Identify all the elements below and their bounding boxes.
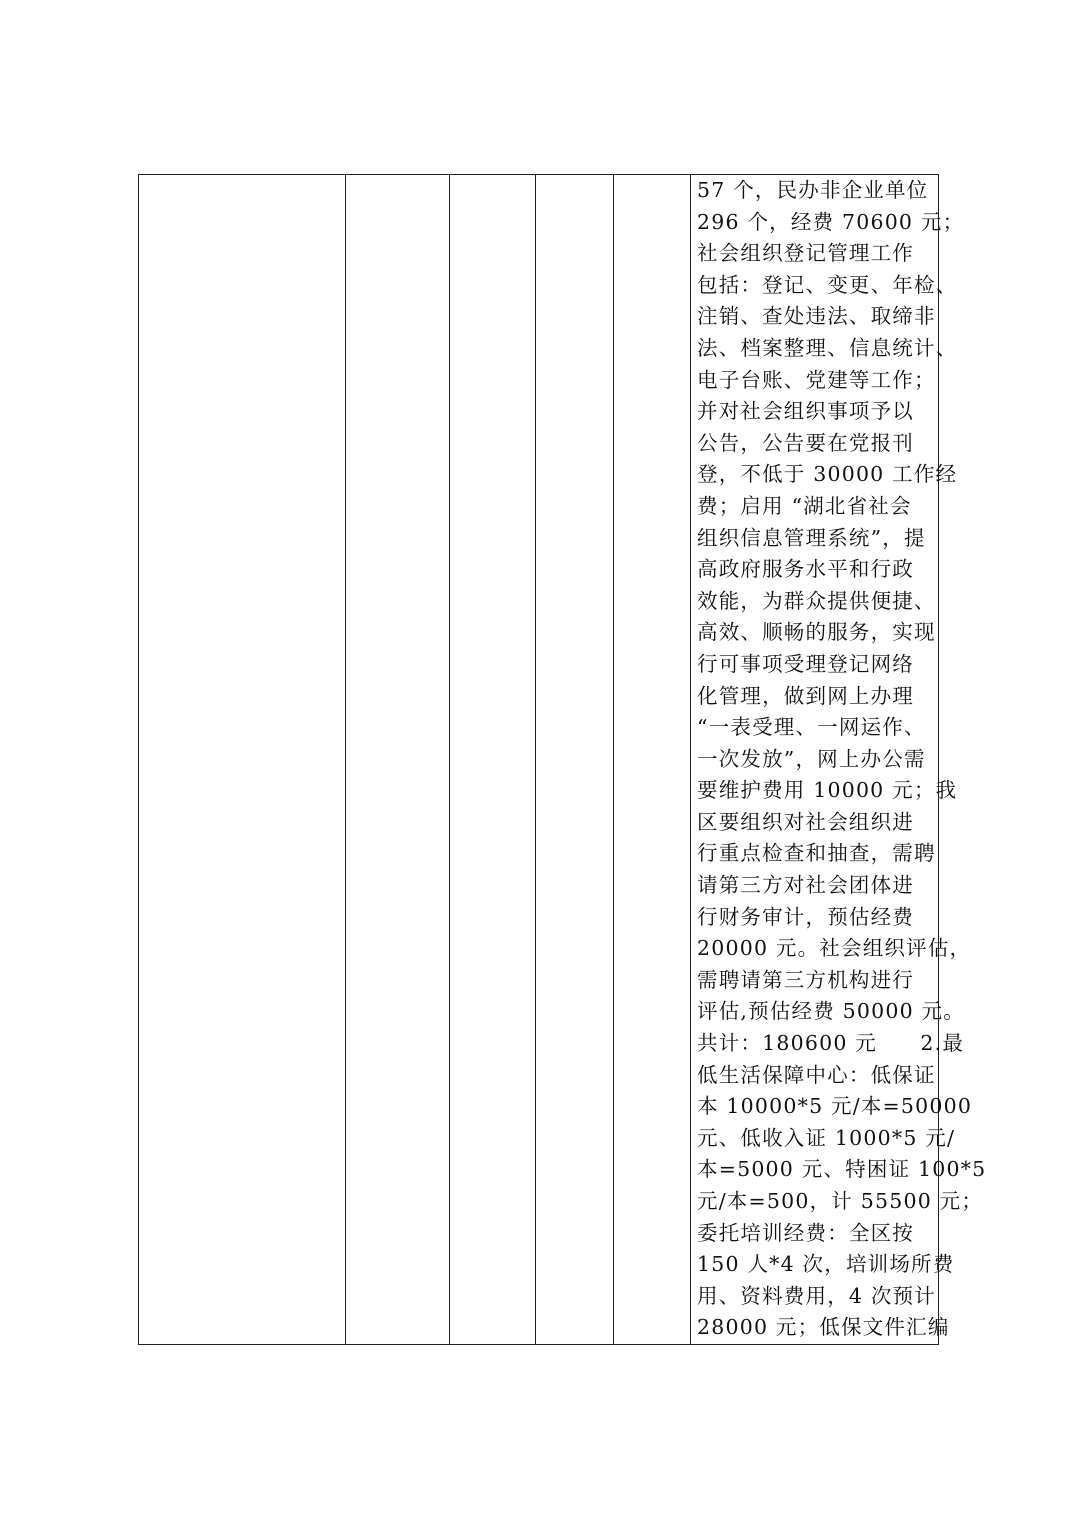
description-line: 20000 元。社会组织评估， [697, 936, 972, 961]
description-line: 高政府服务水平和行政 [697, 557, 914, 582]
description-line: 公告，公告要在党报刊 [697, 430, 914, 455]
description-line: 共计：180600 元 2.最 [697, 1031, 965, 1056]
table-row [139, 175, 939, 1345]
description-line: 本=5000 元、特困证 100*5 [697, 1157, 987, 1182]
description-line: 登，不低于 30000 工作经 [697, 462, 958, 487]
description-line: 用、资料费用，4 次预计 [697, 1283, 936, 1308]
description-line: 本 10000*5 元/本=50000 [697, 1094, 973, 1119]
description-line: 28000 元；低保文件汇编 [697, 1315, 950, 1340]
description-line: 元、低收入证 1000*5 元/ [697, 1125, 956, 1150]
description-line: 并对社会组织事项予以 [697, 399, 914, 424]
description-line: 区要组织对社会组织进 [697, 809, 914, 834]
description-line: 行财务审计，预估经费 [697, 904, 914, 929]
description-line: 包括：登记、变更、年检、 [697, 272, 958, 297]
table-cell-5 [614, 175, 691, 1345]
table-cell-1 [139, 175, 346, 1345]
description-line: 电子台账、党建等工作； [697, 367, 936, 392]
description-line: 行重点检查和抽查，需聘 [697, 841, 936, 866]
description-line: 296 个，经费 70600 元； [697, 209, 965, 234]
description-line: 化管理，做到网上办理 [697, 683, 914, 708]
description-line: 高效、顺畅的服务，实现 [697, 620, 936, 645]
budget-table [138, 174, 987, 1345]
description-line: 社会组织登记管理工作 [697, 241, 914, 266]
description-line: 150 人*4 次，培训场所费 [697, 1252, 955, 1277]
description-line: 需聘请第三方机构进行 [697, 967, 914, 992]
description-line: “一表受理、一网运作、 [697, 715, 926, 740]
description-line: 法、档案整理、信息统计、 [697, 335, 958, 360]
description-line: 注销、查处违法、取缔非 [697, 304, 936, 329]
description-line: 评估,预估经费 50000 元。 [697, 999, 965, 1024]
table-cell-3 [450, 175, 536, 1345]
description-line: 费；启用 “湖北省社会 [697, 493, 912, 518]
description-line: 委托培训经费：全区按 [697, 1220, 914, 1245]
table-cell-4 [536, 175, 614, 1345]
description-line: 组织信息管理系统”，提 [697, 525, 926, 550]
description-line: 元/本=500，计 55500 元； [697, 1189, 984, 1213]
description-line: 57 个，民办非企业单位 [697, 178, 929, 202]
description-cell [691, 175, 987, 1345]
description-line: 要维护费用 10000 元；我 [697, 778, 958, 803]
description-line: 低生活保障中心：低保证 [697, 1062, 936, 1087]
description-line: 请第三方对社会团体进 [697, 873, 914, 898]
description-line: 行可事项受理登记网络 [697, 651, 914, 676]
description-line: 一次发放”，网上办公需 [697, 746, 926, 771]
description-line: 效能，为群众提供便捷、 [697, 588, 936, 613]
table-cell-2 [346, 175, 450, 1345]
